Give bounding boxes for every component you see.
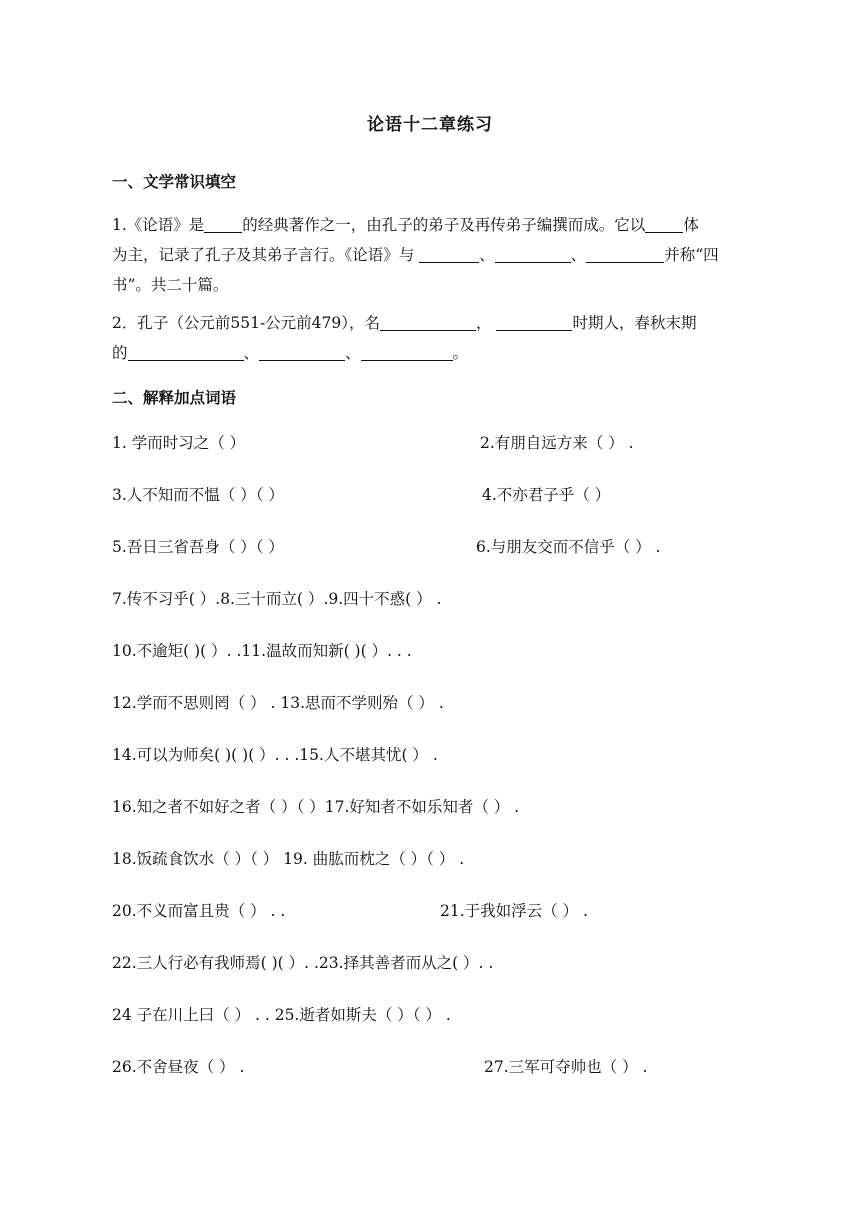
answer-blank[interactable] <box>495 244 571 263</box>
question-1 <box>112 210 752 300</box>
vocab-row-3 <box>112 535 752 559</box>
vocab-row-6 <box>112 691 752 715</box>
question-1-line-1: 1.《论语》是 的经典著作之一，由孔子的弟子及再传弟子编撰而成。它以 体 <box>112 216 699 234</box>
vocab-row-10 <box>112 899 752 923</box>
vocab-item[interactable]: 2.有朋自远方来（ ） . <box>480 434 634 452</box>
answer-blank[interactable] <box>586 244 664 263</box>
vocab-item[interactable]: 22.三人行必有我师焉( )( ）. .23.择其善者而从之( ）. . <box>112 954 494 972</box>
vocab-item[interactable]: 12.学而不思则罔（ ） . 13.思而不学则殆（ ） . <box>112 694 444 712</box>
question-1-line-3: 书”。共二十篇。 <box>112 276 229 294</box>
vocab-item[interactable]: 16.知之者不如好之者（ ）（ ）17.好知者不如乐知者（ ） . <box>112 798 520 816</box>
answer-blank[interactable] <box>128 342 244 361</box>
vocab-item[interactable]: 26.不舍昼夜（ ） . <box>112 1058 245 1076</box>
vocab-row-12 <box>112 1003 752 1027</box>
vocab-item[interactable]: 3.人不知而不愠（ ）（ ） <box>112 486 284 504</box>
vocab-row-9 <box>112 847 752 871</box>
vocab-item[interactable]: 24 子在川上曰（ ） . . 25.逝者如斯夫（ ）（ ） . <box>112 1006 451 1024</box>
vocab-item[interactable]: 18.饭疏食饮水（ ）（ ） 19. 曲肱而枕之（ ）（ ） . <box>112 850 465 868</box>
question-2-line-1: 2．孔子（公元前551-公元前479），名 ， 时期人，春秋末期 <box>112 314 697 332</box>
question-1-line-2: 为主，记录了孔子及其弟子言行。《论语》与 、 、 并称“四 <box>112 246 719 264</box>
answer-blank[interactable] <box>419 244 479 263</box>
question-2-line-2: 的 、 、 。 <box>112 344 469 362</box>
vocab-item[interactable]: 27.三军可夺帅也（ ） . <box>484 1058 648 1076</box>
vocab-row-4 <box>112 587 752 611</box>
answer-blank[interactable] <box>496 312 572 331</box>
page-title: 论语十二章练习 <box>367 115 493 135</box>
answer-blank[interactable] <box>204 214 242 233</box>
section-heading-vocabulary: 二、解释加点词语 <box>112 388 237 407</box>
vocab-row-1 <box>112 431 752 455</box>
answer-blank[interactable] <box>259 342 345 361</box>
vocab-row-7 <box>112 743 752 767</box>
vocab-row-2 <box>112 483 752 507</box>
vocab-item[interactable]: 7.传不习乎( ）.8.三十而立( ）.9.四十不惑( ） . <box>112 590 442 608</box>
answer-blank[interactable] <box>380 312 476 331</box>
vocab-item[interactable]: 14.可以为师矣( )( )( ）. . .15.人不堪其忧( ） . <box>112 746 438 764</box>
vocab-item[interactable]: 6.与朋友交而不信乎（ ） . <box>476 538 661 556</box>
vocab-item[interactable]: 5.吾日三省吾身（ ）（ ） <box>112 538 284 556</box>
answer-blank[interactable] <box>361 342 453 361</box>
section-heading-literature: 一、文学常识填空 <box>112 172 237 191</box>
vocab-item[interactable]: 21.于我如浮云（ ） . <box>440 902 588 920</box>
vocab-row-8 <box>112 795 752 819</box>
vocab-item[interactable]: 10.不逾矩( )( ）. .11.温故而知新( )( ）. . . <box>112 642 412 660</box>
vocab-item[interactable]: 1. 学而时习之（ ） <box>112 434 246 452</box>
question-2 <box>112 308 752 368</box>
vocab-row-11 <box>112 951 752 975</box>
answer-blank[interactable] <box>645 214 683 233</box>
vocab-item[interactable]: 20.不义而富且贵（ ） . . <box>112 902 286 920</box>
vocab-item[interactable]: 4.不亦君子乎（ ） <box>482 486 611 504</box>
vocab-row-5 <box>112 639 752 663</box>
vocab-row-13 <box>112 1055 752 1079</box>
